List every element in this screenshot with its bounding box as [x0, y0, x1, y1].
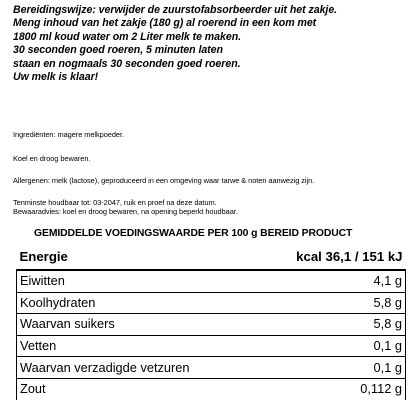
energy-label: Energie	[17, 245, 254, 270]
nutrient-value: 0,1 g	[254, 335, 406, 357]
table-row	[17, 335, 406, 357]
nutrient-value: 5,8 g	[254, 292, 406, 314]
nutrient-value: 0,1 g	[254, 357, 406, 379]
nutrient-label: Eiwitten	[17, 270, 254, 292]
nutrient-value: 4,1 g	[254, 270, 406, 292]
energy-value: kcal 36,1 / 151 kJ	[254, 245, 406, 270]
nutrition-title: GEMIDDELDE VOEDINGSWAARDE PER 100 g BEREID PRODUCT	[34, 228, 353, 239]
nutrient-label: Vetten	[17, 335, 254, 357]
best-before-line: Tenminste houdbaar tot: 03-2047, ruik en proef na deze datum.	[13, 198, 217, 207]
table-row	[17, 292, 406, 314]
nutrient-label: Koolhydraten	[17, 292, 254, 314]
product-label	[13, 4, 405, 217]
nutrient-value: 0,112 g	[254, 378, 406, 399]
storage-text: Koel en droog bewaren.	[13, 154, 91, 163]
table-row	[17, 357, 406, 379]
table-row	[17, 270, 406, 292]
allergens-text: Allergenen: melk (lactose), geproduceerd in een omgeving waar tarwe & noten aanwezig zijn.	[13, 176, 315, 185]
storage-advice-line: Bewaaradvies: koel en droog bewaren, na opening beperkt houdbaar.	[13, 207, 238, 217]
preparation-line: 1800 ml koud water om 2 Liter melk te maken.	[13, 30, 242, 43]
preparation-line: 30 seconden goed roeren, 5 minuten laten	[13, 44, 223, 57]
table-row	[17, 378, 406, 399]
nutrient-label: Zout	[17, 378, 254, 399]
nutrient-label: Waarvan suikers	[17, 314, 254, 336]
shelf-life-text	[13, 198, 238, 217]
preparation-line: staan en nogmaals 30 seconden goed roeren.	[13, 57, 241, 70]
ingredients-text: Ingrediënten: magere melkpoeder.	[13, 130, 124, 139]
nutrient-label: Waarvan verzadigde vetzuren	[17, 357, 254, 379]
preparation-line: Uw melk is klaar!	[13, 71, 99, 84]
nutrient-value: 5,8 g	[254, 314, 406, 336]
table-row	[17, 314, 406, 336]
preparation-instructions	[13, 4, 405, 84]
preparation-line: Meng inhoud van het zakje (180 g) al roerend in een kom met	[13, 17, 317, 30]
nutrition-energy-row	[17, 245, 406, 270]
preparation-line: Bereidingswijze: verwijder de zuurstofabsorbeerder uit het zakje.	[13, 4, 338, 16]
nutrition-table	[16, 245, 406, 400]
